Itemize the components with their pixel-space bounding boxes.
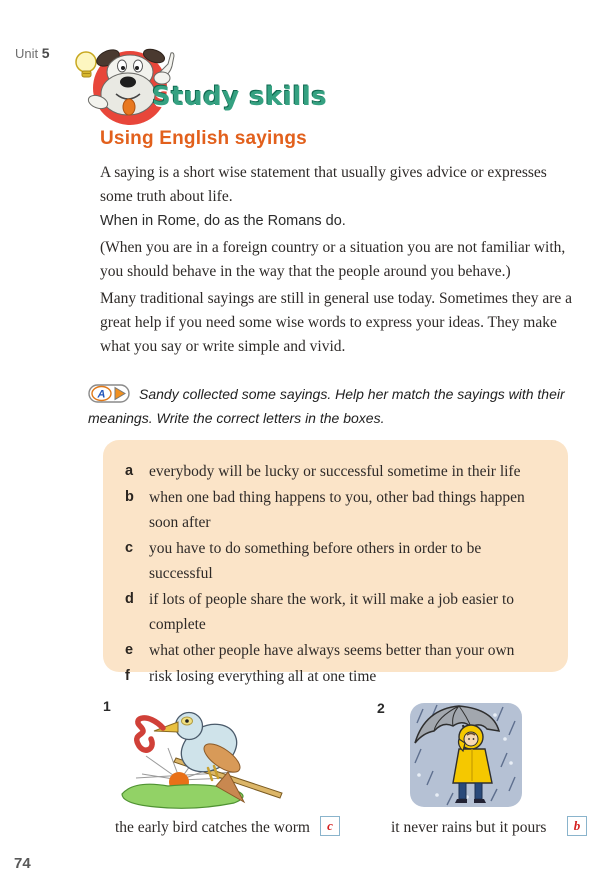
example-explanation: (When you are in a foreign country or a situation you are not familiar with, you should behave in the way that the people around you behave.)	[100, 239, 566, 280]
meaning-text: risk losing everything all at one time	[149, 668, 377, 685]
bird-catching-worm-icon	[116, 706, 288, 814]
lightbulb-icon	[76, 52, 96, 77]
page-title: Study skills	[152, 82, 328, 112]
figure-1-caption: the early bird catches the worm	[115, 819, 310, 836]
meaning-letter: c	[125, 540, 134, 556]
meaning-item-e	[125, 638, 548, 663]
meanings-box	[103, 440, 568, 685]
figure-2-caption: it never rains but it pours	[391, 819, 547, 836]
meaning-text: what other people have always seems better than your own	[149, 642, 515, 659]
meaning-letter: a	[125, 463, 134, 479]
instruction-text: Sandy collected some sayings. Help her match the sayings with their meanings. Write the correct letters in the boxes.	[88, 386, 565, 426]
meaning-item-a	[125, 459, 548, 484]
person-umbrella-rain-icon	[407, 701, 527, 813]
meaning-item-f	[125, 664, 548, 689]
unit-number: 5	[41, 45, 50, 61]
meaning-letter: d	[125, 591, 134, 607]
meaning-text: everybody will be lucky or successful sometime in their life	[149, 463, 521, 480]
figure-1-answer-box[interactable]: c	[320, 816, 340, 836]
intro-paragraph-2: Many traditional sayings are still in general use today. Sometimes they are a great help if you need some wise words to express your ideas. They make what you say or write simple and vivid.	[100, 290, 573, 355]
figure-2-illustration	[407, 701, 527, 818]
figure-1-number: 1	[103, 698, 111, 714]
meaning-text: when one bad thing happens to you, other bad things happen soon after	[149, 489, 525, 531]
section-title: Using English sayings	[100, 128, 307, 149]
meaning-text: if lots of people share the work, it will make a job easier to complete	[149, 591, 515, 633]
badge-letter: A	[97, 388, 106, 401]
unit-label	[15, 45, 50, 61]
unit-word: Unit	[15, 46, 39, 61]
example-saying: When in Rome, do as the Romans do.	[100, 213, 346, 229]
figure-2-number: 2	[377, 700, 385, 716]
exercise-a-badge-icon	[88, 384, 130, 403]
meaning-item-d	[125, 587, 548, 637]
intro-paragraph-1: A saying is a short wise statement that usually gives advice or expresses some truth about life.	[100, 164, 547, 205]
exercise-a-instruction	[88, 384, 608, 428]
meaning-letter: b	[125, 489, 134, 505]
meaning-item-b	[125, 485, 548, 535]
meaning-item-c	[125, 536, 548, 586]
figure-1-illustration	[116, 706, 288, 819]
figure-2-answer-box[interactable]: b	[567, 816, 587, 836]
exercise-a-badge	[88, 384, 130, 408]
meaning-letter: f	[125, 668, 130, 684]
page-number: 74	[14, 855, 31, 872]
meaning-text: you have to do something before others in order to be successful	[149, 540, 482, 582]
meaning-letter: e	[125, 642, 134, 658]
